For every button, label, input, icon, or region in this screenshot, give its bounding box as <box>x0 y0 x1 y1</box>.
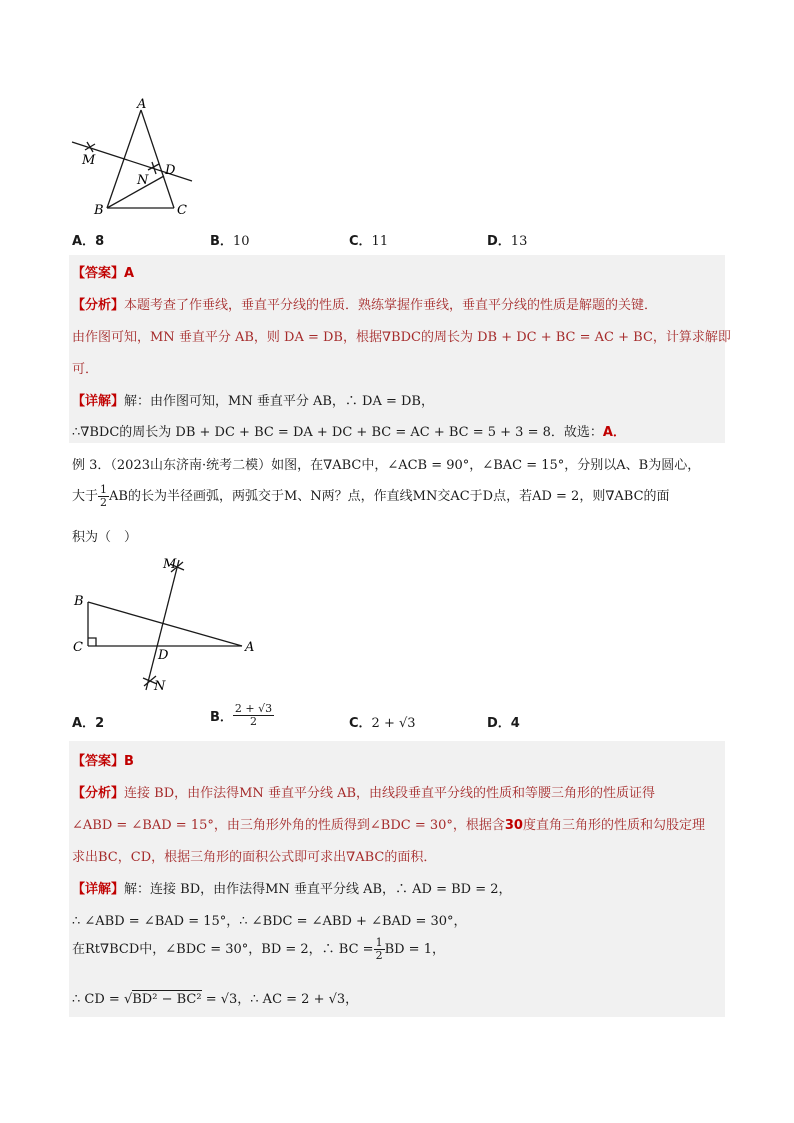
q3-frac-num: 1 <box>100 483 108 496</box>
q2-answer <box>72 262 134 281</box>
q2-option-d <box>487 230 527 249</box>
q3-option-b-letter: B． <box>210 710 233 725</box>
q3-detail-text-1: 解：连接 BD，由作法得MN 垂直平分线 AB，∴ AD = BD = 2， <box>124 882 512 897</box>
q3-option-b-den: 2 <box>250 715 258 728</box>
q2-option-c-value: 11 <box>371 234 389 249</box>
fig1-label-D: D <box>165 163 176 178</box>
q3-detail-line-2: ∴ ∠ABD = ∠BAD = 15°，∴ ∠BDC = ∠ABD + ∠BAD = 30°， <box>72 914 467 929</box>
q2-analysis-line-2: 由作图可知，MN 垂直平分 AB，则 DA = DB，根据∇BDC的周长为 DB + DC + BC = AC + BC，计算求解即 <box>72 330 731 345</box>
q3-analysis-line-3: 求出BC，CD，根据三角形的面积公式即可求出∇ABC的面积． <box>72 850 437 865</box>
q2-detail-line-2 <box>72 421 626 440</box>
q3-detail-frac-den: 2 <box>375 949 383 962</box>
fig2-label-C: C <box>73 640 83 655</box>
q3-stem-line-2 <box>72 484 670 509</box>
q3-option-c-letter: C． <box>349 716 372 731</box>
q2-analysis-text-1: 本题考查了作垂线，垂直平分线的性质．熟练掌握作垂线，垂直平分线的性质是解题的关键． <box>124 298 658 313</box>
q2-option-d-value: 13 <box>510 234 528 249</box>
q2-answer-tag: 【答案】 <box>72 266 125 281</box>
q2-option-d-letter: D． <box>487 234 511 249</box>
q2-option-a-letter: A． <box>72 234 96 249</box>
q2-detail-choice: A． <box>602 425 626 440</box>
q3-detail-line-4 <box>72 988 358 1007</box>
q3-option-a <box>72 712 104 731</box>
q3-analysis-text-2a: ∠ABD = ∠BAD = 15°，由三角形外角的性质得到∠BDC = 30°，根据含 <box>72 818 505 833</box>
q3-option-d <box>487 712 520 731</box>
q3-option-c <box>349 712 416 731</box>
q3-detail-line-1 <box>72 878 512 897</box>
q3-sqrt-sign: √ <box>123 992 133 1007</box>
q2-detail-line-1 <box>72 390 434 409</box>
q3-answer-tag: 【答案】 <box>72 754 125 769</box>
q2-analysis-tag: 【分析】 <box>72 298 125 313</box>
q3-detail-text-3-post: BD = 1， <box>384 942 445 957</box>
q3-detail-tag: 【详解】 <box>72 882 125 897</box>
q3-analysis-text-2c: 度直角三角形的性质和勾股定理 <box>522 818 705 833</box>
q3-option-b-num: 2 + √3 <box>234 702 273 715</box>
q3-analysis-thirty: 30 <box>504 818 523 833</box>
q2-solution-panel <box>69 255 725 443</box>
q2-option-c <box>349 230 388 249</box>
q3-option-c-value: 2 + √3 <box>371 716 416 731</box>
fig2-label-B: B <box>74 594 84 609</box>
q3-detail-text-4-pre: ∴ CD = <box>72 992 120 1007</box>
q2-option-c-letter: C． <box>349 234 372 249</box>
q3-option-d-letter: D． <box>487 716 511 731</box>
q3-analysis-tag: 【分析】 <box>72 786 125 801</box>
q2-answer-value: A <box>124 266 135 281</box>
q3-analysis-text-1: 连接 BD，由作法得MN 垂直平分线 AB，由线段垂直平分线的性质和等腰三角形的性质证得 <box>124 786 656 801</box>
q2-analysis-line-1 <box>72 294 657 313</box>
fig1-label-A: A <box>137 97 147 112</box>
q3-detail-text-3-pre: 在Rt∇BCD中，∠BDC = 30°，BD = 2，∴ BC = <box>72 942 374 957</box>
q3-option-a-value: 2 <box>95 716 105 731</box>
fig2-label-D: D <box>158 648 169 663</box>
q2-option-a-value: 8 <box>95 234 105 249</box>
q3-option-b-fraction <box>233 703 274 728</box>
q3-frac-den: 2 <box>100 496 108 509</box>
fig2-label-M: M <box>163 557 177 572</box>
fig2-label-A: A <box>245 640 255 655</box>
triangle-figure-1 <box>66 96 196 218</box>
q2-analysis-line-3: 可． <box>72 362 99 377</box>
q3-analysis-line-1 <box>72 782 655 801</box>
q2-option-b-letter: B． <box>210 234 233 249</box>
fig1-label-B: B <box>94 203 104 218</box>
q3-stem-pre: 大于 <box>72 489 99 504</box>
q3-detail-text-4-post: = √3，∴ AC = 2 + √3， <box>205 992 359 1007</box>
q3-answer <box>72 750 134 769</box>
q3-analysis-line-2 <box>72 814 705 833</box>
fig1-label-N: N <box>137 173 149 188</box>
q3-option-d-value: 4 <box>510 716 520 731</box>
triangle-figure-2 <box>66 554 266 698</box>
q3-option-a-letter: A． <box>72 716 96 731</box>
q3-option-b <box>210 703 274 728</box>
q3-detail-line-3 <box>72 937 445 962</box>
q3-detail-radicand: BD² − BC² <box>132 992 202 1007</box>
fig1-label-C: C <box>177 203 187 218</box>
q2-detail-tag: 【详解】 <box>72 394 125 409</box>
q3-stem-line-1: 例 3．（2023山东济南·统考二模）如图，在∇ABC中，∠ACB = 90°，∠BAC = 15°，分别以A、B为圆心， <box>72 458 701 473</box>
q3-detail-frac-num: 1 <box>375 936 383 949</box>
q3-half-fraction <box>98 484 109 509</box>
q2-option-b <box>210 230 249 249</box>
q2-detail-text-1: 解：由作图可知，MN 垂直平分 AB，∴ DA = DB， <box>124 394 434 409</box>
q2-detail-text-2: ∴∇BDC的周长为 DB + DC + BC = DA + DC + BC = AC + BC = 5 + 3 = 8．故选： <box>72 425 603 440</box>
q2-option-a <box>72 230 104 249</box>
q2-option-b-value: 10 <box>232 234 250 249</box>
q3-answer-value: B <box>124 754 134 769</box>
q3-stem-post: AB的长为半径画弧，两弧交于M、N两？点，作直线MN交AC于D点，若AD = 2，则∇ABC的面 <box>109 489 670 504</box>
q3-stem-line-3: 积为（ ） <box>72 530 138 545</box>
q3-detail-half-fraction <box>374 937 385 962</box>
fig1-label-M: M <box>82 153 96 168</box>
fig2-label-N: N <box>154 679 166 694</box>
